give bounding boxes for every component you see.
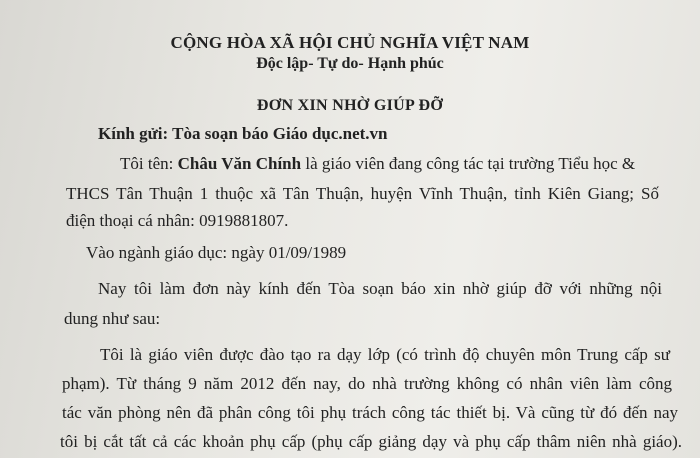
start-date-line: Vào ngành giáo dục: ngày 01/09/1989 (86, 243, 347, 262)
body-line-1: Tôi là giáo viên được đào tạo ra dạy lớp (có trình độ chuyên môn Trung cấp sư (100, 345, 670, 364)
motto-heading: Độc lập- Tự do- Hạnh phúc (256, 55, 444, 72)
intro-rest: là giáo viên đang công tác tại trường Tiểu học & (301, 154, 636, 173)
body-line-2: phạm). Từ tháng 9 năm 2012 đến nay, do nhà trường không có nhân viên làm công (62, 374, 672, 393)
request-line-2: dung như sau: (64, 309, 161, 328)
document-title: ĐƠN XIN NHỜ GIÚP ĐỠ (256, 97, 444, 114)
request-line-1: Nay tôi làm đơn này kính đến Tòa soạn báo xin nhờ giúp đỡ với những nội (98, 279, 662, 298)
author-name: Châu Văn Chính (177, 154, 302, 173)
recipient-line: Kính gửi: Tòa soạn báo Giáo dục.net.vn (98, 124, 388, 143)
intro-line-1 (120, 154, 642, 174)
body-line-3: tác văn phòng nên đã phân công tôi phụ trách công tác thiết bị. Và cũng từ đó đến nay (62, 403, 678, 422)
intro-line-2: THCS Tân Thuận 1 thuộc xã Tân Thuận, huyện Vĩnh Thuận, tỉnh Kiên Giang; Số (66, 184, 659, 203)
body-line-4: tôi bị cắt tất cả các khoản phụ cấp (phụ cấp giảng dạy và phụ cấp thâm niên nhà giáo). (60, 432, 682, 451)
intro-line-3: điện thoại cá nhân: 0919881807. (66, 211, 289, 230)
nation-heading: CỘNG HÒA XÃ HỘI CHỦ NGHĨA VIỆT NAM (170, 33, 530, 52)
intro-prefix: Tôi tên: (120, 154, 178, 173)
